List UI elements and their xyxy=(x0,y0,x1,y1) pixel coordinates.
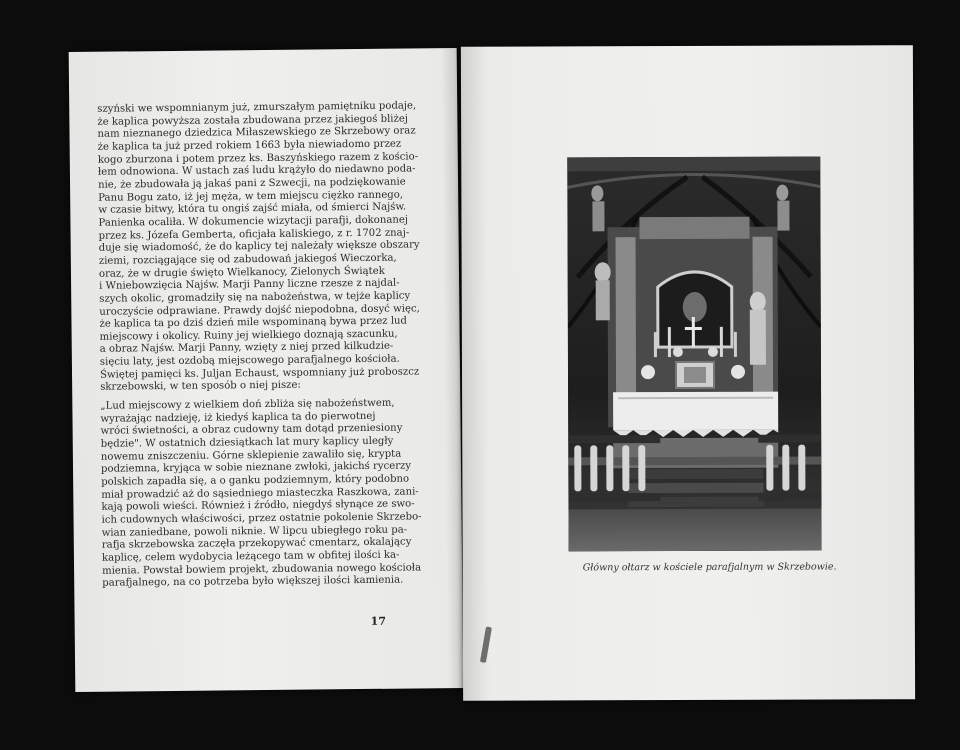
text-line: nowemu zniszczeniu. Górne sklepienie zawaliło się, krypta xyxy=(100,448,402,463)
text-line: podziemna, kryjąca w sobie nieznane zwłoki, jakichś rycerzy xyxy=(100,460,412,476)
text-line: kaplicę, celem wydobycia leżącego tam w obfitej ilości ka- xyxy=(101,549,400,564)
paragraph-2 xyxy=(100,397,426,590)
text-line: że kaplica powyższa została zbudowana przez jakiegoś bliżej xyxy=(97,113,408,128)
text-line: łem odnowiona. W ustach zaś ludu krążyło do niedawno poda- xyxy=(97,163,416,179)
altar-photograph xyxy=(567,157,821,552)
text-line: wyrażając nadzieję, iż kiedyś kaplica ta do pierwotnej xyxy=(100,410,376,425)
photo-caption: Główny ołtarz w kościele parafjalnym w Skrzebowie. xyxy=(582,561,837,574)
text-line: skrzebowski, w ten sposób o niej pisze: xyxy=(100,380,301,394)
text-line: „Lud miejscowy z wielkiem doń zbliża się nabożeństwem, xyxy=(100,397,395,412)
left-page xyxy=(69,48,464,692)
text-line: że kaplica ta po dziś dzień mile wspominaną bywa przez lud xyxy=(99,315,408,330)
text-line: będzie". W ostatnich dziesiątkach lat mury kaplicy uległy xyxy=(100,435,394,450)
text-line: wróci świetności, a obraz cudowny tam dotąd przeniesiony xyxy=(100,422,403,438)
text-line: ich cudownych właściwości, przez ostatnie pokolenie Skrzebo- xyxy=(101,511,422,526)
text-line: oraz, że w drugie święto Wielkanocy, Zielonych Świątek xyxy=(98,265,385,280)
text-line: i Wniebowzięcia Najśw. Marji Panny liczne rzesze z najdal- xyxy=(99,277,400,292)
text-line: wian zaniedbane, powoli niknie. W lipcu ubiegłego roku pa- xyxy=(101,524,408,539)
text-line: parafjalnego, na co potrzeba było większej ilości kamienia. xyxy=(102,574,404,590)
text-line: przez ks. Józefa Gemberta, oficjała kaliskiego, z r. 1702 znaj- xyxy=(98,227,410,242)
text-line: szyński we wspomnianym już, zmurszałym pamiętniku podaje, xyxy=(97,100,417,115)
text-line: polskich zapadła się, a o ganku podziemnym, który podobno xyxy=(101,473,410,488)
text-line: Panienka ocaliła. W dokumencie wizytacji parafji, dokonanej xyxy=(98,214,409,229)
text-line: kają powoli wieści. Również i źródło, niegdyś słynące ze swo- xyxy=(101,498,415,514)
text-line: że kaplica ta już przed rokiem 1663 była niewiadomo przez xyxy=(97,138,402,153)
text-line: rafja skrzebowska zaczęła przekopywać cmentarz, okalający xyxy=(101,536,412,552)
text-line: a obraz Najśw. Marji Panny, wzięty z niej przed kilkudzie- xyxy=(99,341,394,356)
text-line: mienia. Powstał bowiem projekt, zbudowania nowego kościoła xyxy=(102,562,422,577)
altar-photo-illustration xyxy=(567,157,821,552)
text-line: nie, że zbudowała ją jakaś pani z Szwecji, na podziękowanie xyxy=(97,176,406,191)
body-text xyxy=(97,100,426,590)
text-line: sięciu laty, jest ozdobą miejscowego parafjalnego kościoła. xyxy=(99,353,400,368)
text-line: uroczyście odprawiane. Prawdy dojść niepodobna, dosyć więc, xyxy=(99,302,420,318)
page-number: 17 xyxy=(370,614,387,628)
text-line: duje się wiadomość, że do kaplicy tej należały większe obszary xyxy=(98,239,420,254)
text-line: szych okolic, gromadziły się na nabożeństwa, w tejże kaplicy xyxy=(99,290,411,305)
right-page xyxy=(461,45,915,701)
text-line: ziemi, rozciągające się od zabudowań jakiegoś Wieczorka, xyxy=(98,252,397,267)
text-line: miejscowy i okolicy. Ruiny jej wielkiego doznają szacunku, xyxy=(99,328,398,343)
text-line: nam nieznanego dziedzica Miłaszewskiego ze Skrzebowy oraz xyxy=(97,125,416,141)
text-line: w czasie bitwy, która tu ongiś zajść miała, od śmierci Najśw. xyxy=(98,201,407,216)
text-line: kogo zburzona i potem przez ks. Baszyńskiego razem z kościo- xyxy=(97,151,419,166)
paragraph-1 xyxy=(97,100,424,394)
text-line: miał prowadzić aż do sąsiedniego miasteczka Raszkowa, zani- xyxy=(101,486,419,501)
text-line: Świętej pamięci ks. Juljan Echaust, wspomniany już proboszcz xyxy=(99,366,420,381)
text-line: Panu Bogu zato, iż jej męża, w tem miejscu ciężko rannego, xyxy=(98,189,404,204)
page-crease-mark xyxy=(480,626,492,662)
